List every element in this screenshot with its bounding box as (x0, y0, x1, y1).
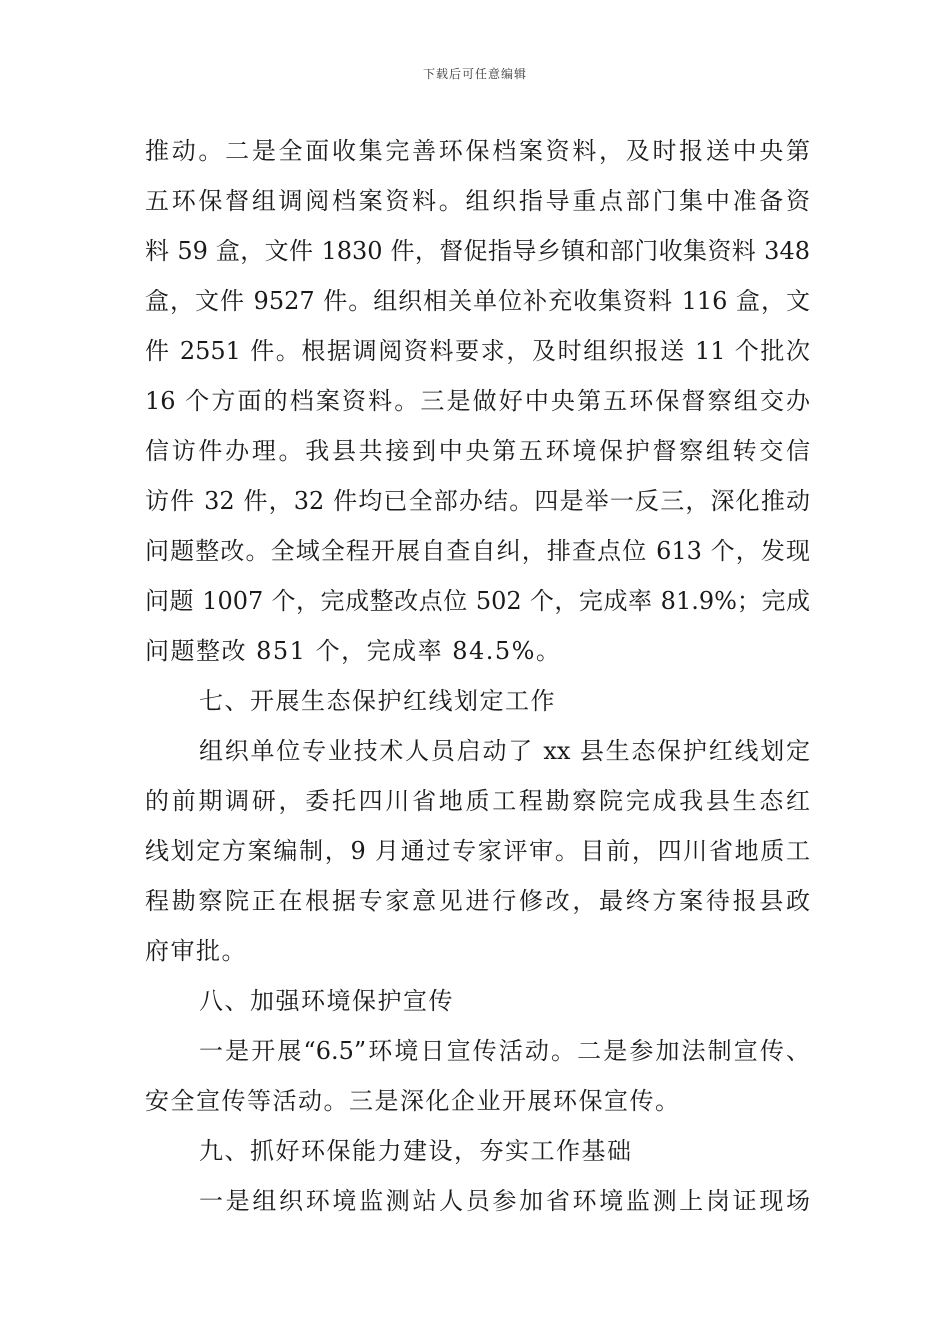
document-body (145, 126, 810, 1226)
body-line: 问题整改 851 个，完成率 84.5%。 (145, 637, 562, 665)
body-line: 线划定方案编制，9 月通过专家评审。目前，四川省地质工 (145, 837, 810, 865)
body-line: 盒，文件 9527 件。组织相关单位补充收集资料 116 盒，文 (145, 287, 810, 315)
body-line: 的前期调研，委托四川省地质工程勘察院完成我县生态红 (145, 787, 810, 815)
body-line: 八、加强环境保护宣传 (199, 987, 454, 1015)
body-line: 五环保督组调阅档案资料。组织指导重点部门集中准备资 (145, 187, 810, 215)
body-line: 问题整改。全域全程开展自查自纠，排查点位 613 个，发现 (145, 537, 810, 565)
body-line: 组织单位专业技术人员启动了 xx 县生态保护红线划定 (199, 737, 810, 765)
body-line: 安全宣传等活动。三是深化企业开展环保宣传。 (145, 1087, 681, 1115)
body-line: 件 2551 件。根据调阅资料要求，及时组织报送 11 个批次 (145, 337, 810, 365)
body-line: 府审批。 (145, 937, 247, 965)
body-line: 问题 1007 个，完成整改点位 502 个，完成率 81.9%；完成 (145, 587, 810, 615)
body-line: 料 59 盒，文件 1830 件，督促指导乡镇和部门收集资料 348 (145, 237, 810, 265)
body-line: 推动。二是全面收集完善环保档案资料，及时报送中央第 (145, 137, 810, 165)
body-line: 程勘察院正在根据专家意见进行修改，最终方案待报县政 (145, 887, 810, 915)
body-line: 一是开展“6.5”环境日宣传活动。二是参加法制宣传、 (199, 1037, 810, 1065)
body-line: 九、抓好环保能力建设，夯实工作基础 (199, 1137, 633, 1165)
body-line: 访件 32 件，32 件均已全部办结。四是举一反三，深化推动 (145, 487, 810, 515)
header-note: 下载后可任意编辑 (422, 67, 527, 81)
body-line: 七、开展生态保护红线划定工作 (199, 687, 556, 715)
body-line: 16 个方面的档案资料。三是做好中央第五环保督察组交办 (145, 387, 810, 415)
body-line: 一是组织环境监测站人员参加省环境监测上岗证现场 (199, 1187, 810, 1215)
body-line: 信访件办理。我县共接到中央第五环境保护督察组转交信 (145, 437, 810, 465)
